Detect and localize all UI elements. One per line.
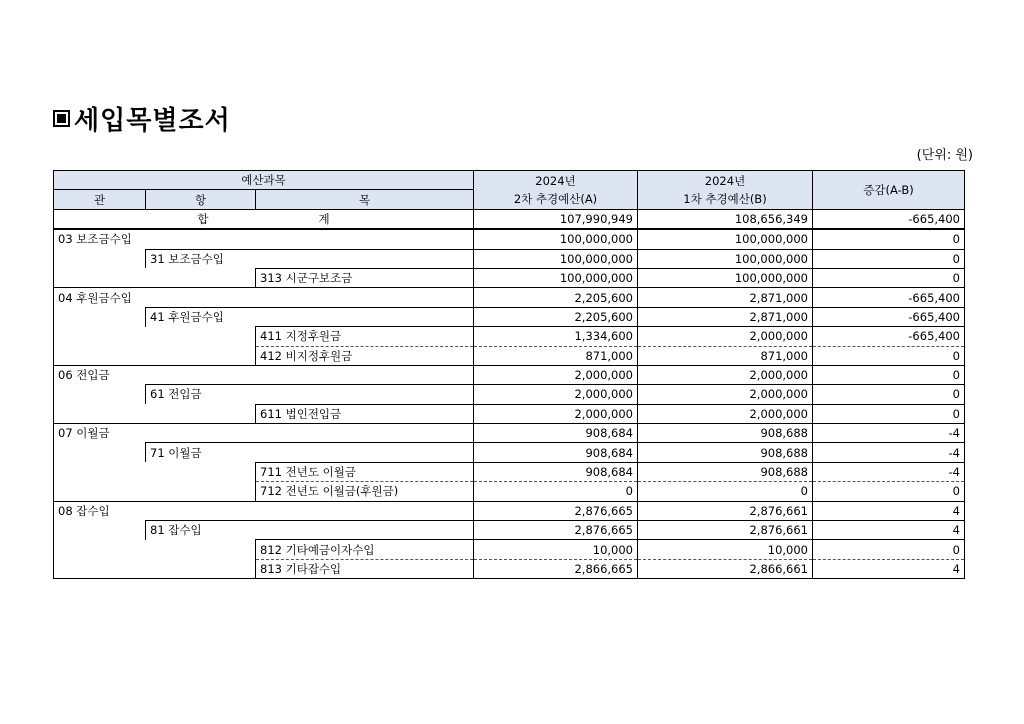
row-spacer xyxy=(54,540,146,559)
row-spacer xyxy=(146,462,256,481)
row-spacer xyxy=(54,462,146,481)
total-label xyxy=(54,209,474,229)
total-row xyxy=(54,209,965,229)
row-value-diff: -4 xyxy=(813,424,965,443)
row-value-a: 0 xyxy=(474,482,638,501)
row-value-a: 2,000,000 xyxy=(474,365,638,384)
row-value-diff: 0 xyxy=(813,365,965,384)
row-value-a: 2,205,600 xyxy=(474,288,638,307)
table-row xyxy=(54,365,965,384)
row-label-gwan: 08 잡수입 xyxy=(54,501,474,520)
row-value-diff: -665,400 xyxy=(813,327,965,346)
row-spacer xyxy=(146,346,256,365)
row-value-diff: -4 xyxy=(813,443,965,462)
row-spacer xyxy=(54,559,146,578)
row-label-hang: 31 보조금수입 xyxy=(146,249,474,268)
row-value-b: 2,866,661 xyxy=(638,559,813,578)
row-value-a: 100,000,000 xyxy=(474,268,638,287)
header-col-b xyxy=(638,171,813,210)
row-value-b: 2,000,000 xyxy=(638,385,813,404)
row-value-a: 2,000,000 xyxy=(474,404,638,423)
row-value-diff: 0 xyxy=(813,482,965,501)
table-row xyxy=(54,521,965,540)
row-value-diff: 0 xyxy=(813,385,965,404)
row-value-diff: 0 xyxy=(813,268,965,287)
page-title-text: 세입목별조서 xyxy=(74,106,231,136)
row-value-a: 100,000,000 xyxy=(474,229,638,249)
header-budget-subject: 예산과목 xyxy=(54,171,474,190)
row-value-diff: 0 xyxy=(813,404,965,423)
row-label-hang: 81 잡수입 xyxy=(146,521,474,540)
unit-label: (단위: 원) xyxy=(916,148,973,163)
table-row xyxy=(54,501,965,520)
table-row xyxy=(54,404,965,423)
row-value-a: 2,866,665 xyxy=(474,559,638,578)
row-spacer xyxy=(54,404,146,423)
page-title xyxy=(53,100,231,137)
row-value-b: 100,000,000 xyxy=(638,268,813,287)
row-label-mok: 611 법인전입금 xyxy=(256,404,474,423)
row-spacer xyxy=(146,404,256,423)
row-label-mok: 712 전년도 이월금(후원금) xyxy=(256,482,474,501)
table-row xyxy=(54,229,965,249)
header-col-b-name: 1차 추경예산(B) xyxy=(683,191,767,206)
header-hang: 항 xyxy=(146,190,256,209)
row-spacer xyxy=(146,559,256,578)
row-label-gwan: 06 전입금 xyxy=(54,365,474,384)
row-value-diff: -4 xyxy=(813,462,965,481)
table-row xyxy=(54,288,965,307)
row-value-b: 2,000,000 xyxy=(638,404,813,423)
row-label-mok: 313 시군구보조금 xyxy=(256,268,474,287)
row-value-b: 2,000,000 xyxy=(638,365,813,384)
row-value-b: 2,876,661 xyxy=(638,501,813,520)
row-label-mok: 812 기타예금이자수입 xyxy=(256,540,474,559)
row-spacer xyxy=(54,268,146,287)
row-spacer xyxy=(54,443,146,462)
row-spacer xyxy=(54,521,146,540)
total-diff: -665,400 xyxy=(813,209,965,229)
table-row xyxy=(54,307,965,326)
row-spacer xyxy=(146,268,256,287)
row-label-gwan: 04 후원금수입 xyxy=(54,288,474,307)
row-label-gwan: 03 보조금수입 xyxy=(54,229,474,249)
header-col-a-name: 2차 추경예산(A) xyxy=(513,191,598,206)
row-value-b: 2,876,661 xyxy=(638,521,813,540)
row-value-b: 871,000 xyxy=(638,346,813,365)
row-spacer xyxy=(54,346,146,365)
row-label-hang: 41 후원금수입 xyxy=(146,307,474,326)
row-value-diff: 4 xyxy=(813,559,965,578)
row-spacer xyxy=(54,249,146,268)
table-row xyxy=(54,482,965,501)
row-value-a: 10,000 xyxy=(474,540,638,559)
row-value-diff: 0 xyxy=(813,249,965,268)
header-col-a xyxy=(474,171,638,210)
row-label-mok: 411 지정후원금 xyxy=(256,327,474,346)
row-value-a: 2,876,665 xyxy=(474,501,638,520)
header-col-a-year: 2024년 xyxy=(535,173,576,188)
table-row xyxy=(54,424,965,443)
row-label-hang: 61 전입금 xyxy=(146,385,474,404)
row-value-a: 2,876,665 xyxy=(474,521,638,540)
row-value-diff: -665,400 xyxy=(813,307,965,326)
table-row xyxy=(54,327,965,346)
header-mok: 목 xyxy=(256,190,474,209)
row-value-b: 908,688 xyxy=(638,424,813,443)
row-value-b: 100,000,000 xyxy=(638,249,813,268)
row-value-b: 2,871,000 xyxy=(638,307,813,326)
table-row xyxy=(54,249,965,268)
table-row xyxy=(54,559,965,578)
table-row xyxy=(54,540,965,559)
row-value-b: 0 xyxy=(638,482,813,501)
row-value-diff: -665,400 xyxy=(813,288,965,307)
table-row xyxy=(54,346,965,365)
row-value-a: 2,205,600 xyxy=(474,307,638,326)
row-label-hang: 71 이월금 xyxy=(146,443,474,462)
row-label-mok: 813 기타잡수입 xyxy=(256,559,474,578)
row-value-a: 908,684 xyxy=(474,462,638,481)
header-gwan: 관 xyxy=(54,190,146,209)
row-label-mok: 412 비지정후원금 xyxy=(256,346,474,365)
total-b: 108,656,349 xyxy=(638,209,813,229)
header-col-b-year: 2024년 xyxy=(704,173,746,188)
row-value-a: 871,000 xyxy=(474,346,638,365)
row-spacer xyxy=(146,482,256,501)
table-row xyxy=(54,443,965,462)
row-value-diff: 4 xyxy=(813,501,965,520)
row-spacer xyxy=(146,540,256,559)
total-label-1: 합 xyxy=(197,211,209,226)
row-label-gwan: 07 이월금 xyxy=(54,424,474,443)
table-row xyxy=(54,385,965,404)
revenue-table xyxy=(53,170,965,579)
header-diff: 증감(A-B) xyxy=(813,171,965,210)
row-value-b: 100,000,000 xyxy=(638,229,813,249)
row-spacer xyxy=(54,327,146,346)
row-value-b: 908,688 xyxy=(638,443,813,462)
row-value-b: 908,688 xyxy=(638,462,813,481)
row-value-diff: 4 xyxy=(813,521,965,540)
row-value-b: 2,000,000 xyxy=(638,327,813,346)
row-value-a: 1,334,600 xyxy=(474,327,638,346)
row-spacer xyxy=(54,307,146,326)
table-row xyxy=(54,268,965,287)
row-value-diff: 0 xyxy=(813,229,965,249)
row-spacer xyxy=(146,327,256,346)
row-spacer xyxy=(54,482,146,501)
square-bullet-icon xyxy=(53,110,70,127)
table-row xyxy=(54,462,965,481)
row-value-diff: 0 xyxy=(813,346,965,365)
row-value-a: 2,000,000 xyxy=(474,385,638,404)
row-value-a: 908,684 xyxy=(474,424,638,443)
row-spacer xyxy=(54,385,146,404)
row-value-b: 10,000 xyxy=(638,540,813,559)
row-value-a: 100,000,000 xyxy=(474,249,638,268)
row-label-mok: 711 전년도 이월금 xyxy=(256,462,474,481)
total-a: 107,990,949 xyxy=(474,209,638,229)
row-value-a: 908,684 xyxy=(474,443,638,462)
row-value-b: 2,871,000 xyxy=(638,288,813,307)
total-label-2: 계 xyxy=(318,211,330,226)
row-value-diff: 0 xyxy=(813,540,965,559)
